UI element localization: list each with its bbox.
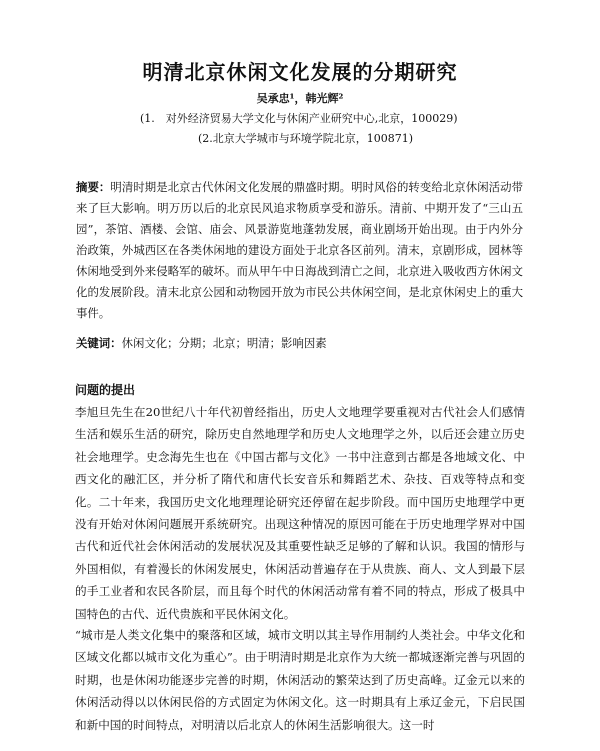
abstract-label: 摘要： (76, 180, 111, 194)
abstract-text: 明清时期是北京古代休闲文化发展的鼎盛时期。明时风俗的转变给北京休闲活动带来了巨大影响。明万历以后的北京民风追求物质享受和游乐。清前、中期开发了“三山五园”，茶馆、酒楼、会馆、庙会、风景游览地蓬勃发展，商业剧场开始出现。由于内外分治政策，外城西区在各类休闲地的建设方面处于北京各区前列。清末，京剧形成，园林等休闲地受到外来侵略军的破坏。而从甲午中日海战到清亡之间，北京进入吸收西方休闲文化的发展阶段。清末北京公园和动物园开放为市民公共休闲空间，是北京休闲史上的重大事件。 (76, 180, 523, 320)
keywords-text: 休闲文化；分期；北京；明清；影响因素 (121, 336, 327, 350)
paper-title: 明清北京休闲文化发展的分期研究 (142, 60, 458, 84)
body-paragraph-2: “城市是人类文化集中的聚落和区域，城市文明以其主导作用制约人类社会。中华文化和区域文化都以城市文化为重心”。由于明清时期是北京作为大统一都城逐渐完善与巩固的时期，也是休闲功能逐步完善的时期，休闲活动的繁荣达到了历史高峰。辽金元以来的休闲活动得以以休闲民俗的方式固定为休闲文化。这一时期具有上承辽金元，下启民国和新中国的时间特点，对明清以后北京人的休闲生活影响很大。这一时 (75, 628, 525, 732)
affiliation-2: (2.北京大学城市与环境学院北京，100871) (198, 132, 414, 145)
body-paragraph-1: 李旭旦先生在20世纪八十年代初曾经指出，历史人文地理学要重视对古代社会人们感情生活和娱乐生活的研究，除历史自然地理学和历史人文地理学之外，以后还会建立历史社会地理学。史念海先生也在《中国古都与文化》一书中注意到古都是各地域文化、中西文化的融汇区，并分析了隋代和唐代长安音乐和舞蹈艺术、杂技、百戏等特点和变化。二十年来，我国历史文化地理理论研究还停留在起步阶段。而中国历史地理学中更没有开始对休闲问题展开系统研究。出现这种情况的原因可能在于历史地理学界对中国古代和近代社会休闲活动的发展状况及其重要性缺乏足够的了解和认识。我国的情形与外国相似，有着漫长的休闲发展史，休闲活动普遍存在于从贵族、商人、文人到最下层的手工业者和农民各阶层，而且每个时代的休闲活动常有着不同的特点，形成了极具中国特色的古代、近代贵族和平民休闲文化。 (75, 405, 525, 621)
authors: 吴承忠¹，韩光辉² (256, 92, 344, 105)
abstract (76, 177, 523, 324)
keywords-label: 关键词： (76, 336, 122, 350)
keywords (76, 334, 523, 352)
section-heading: 问题的提出 (75, 383, 136, 397)
affiliation-1: (1. 对外经济贸易大学文化与休闲产业研究中心,北京，100029) (140, 112, 458, 125)
